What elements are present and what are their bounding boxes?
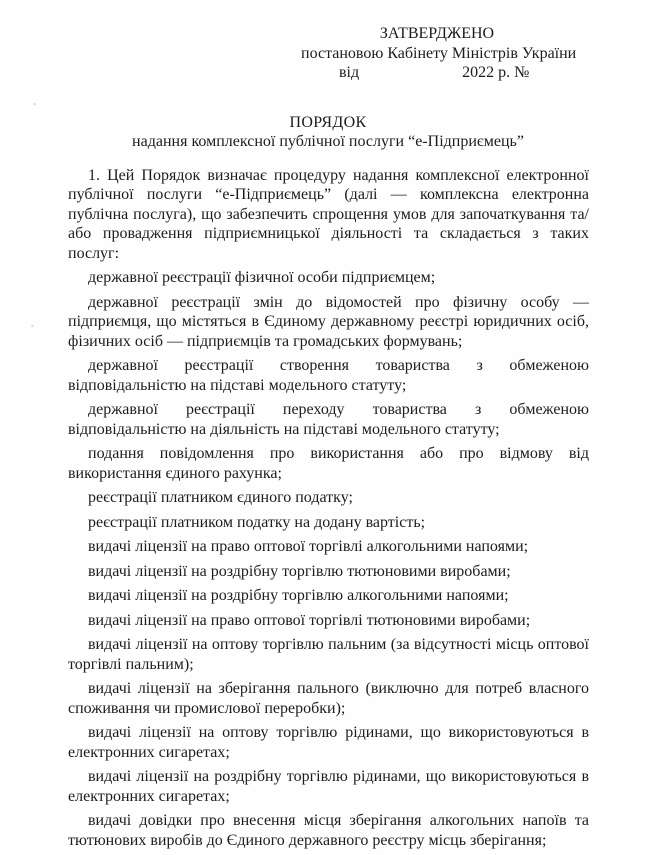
service-item: видачі ліцензії на право оптової торгівлі тютюновими виробами;: [88, 611, 531, 629]
service-item: видачі ліцензії на оптову торгівлю рідинами, що використовуються в електронних сигаретах;: [68, 724, 589, 761]
scan-speck: [31, 325, 34, 327]
approval-date-line: [301, 63, 573, 83]
document-title: ПОРЯДОК: [289, 113, 367, 131]
document-body: [68, 166, 589, 851]
service-item: видачі ліцензії на оптову торгівлю пальним (за відсутності місць оптової торгівлі пальним);: [68, 636, 589, 673]
approval-year-number: 2022 р. №: [462, 64, 530, 81]
service-item: подання повідомлення про використання або про відмову від використання єдиного рахунка;: [68, 445, 589, 482]
document-subtitle: надання комплексної публічної послуги “е-Підприємець”: [132, 133, 524, 150]
approval-authority: постановою Кабінету Міністрів України: [301, 44, 577, 62]
paragraph-intro: 1. Цей Порядок визначає процедуру надання комплексної електронної публічної послуги “е-Підприємець” (далі — комплексна електронна публічна послуга), що забезпечить спрощення умов для започаткування та/або провадження підприємницької діяльності та складається з таких послуг:: [68, 166, 589, 262]
service-item: видачі ліцензії на роздрібну торгівлю тютюновими виробами;: [88, 562, 511, 580]
service-item: державної реєстрації змін до відомостей про фізичну особу — підприємця, що містяться в Єдиному державному реєстрі юридичних осіб, фізичних осіб — підприємців та громадських формувань;: [68, 293, 589, 350]
service-item: державної реєстрації створення товариства з обмеженою відповідальністю на підставі модельного статуту;: [68, 357, 589, 394]
service-item: державної реєстрації переходу товариства з обмеженою відповідальністю на діяльність на підставі модельного статуту;: [68, 401, 589, 438]
approval-block: [301, 24, 577, 83]
service-item: видачі ліцензії на роздрібну торгівлю рідинами, що використовуються в електронних сигаретах;: [68, 768, 589, 805]
service-item: видачі ліцензії на зберігання пального (виключно для потреб власного споживання чи промислової переробки);: [68, 680, 589, 717]
approval-stamp-label: ЗАТВЕРДЖЕНО: [379, 25, 495, 42]
scan-speck: [33, 103, 36, 105]
service-item: видачі довідки про внесення місця зберігання алкогольних напоїв та тютюнових виробів до Єдиного державного реєстру місць зберігання;: [68, 812, 589, 849]
title-block: [0, 113, 656, 152]
service-item: видачі ліцензії на роздрібну торгівлю алкогольними напоями;: [88, 587, 509, 604]
approval-date-from: від: [339, 64, 360, 81]
service-item: видачі ліцензії на право оптової торгівлі алкогольними напоями;: [88, 538, 529, 555]
service-item: реєстрації платником податку на додану вартість;: [88, 513, 426, 531]
service-item: державної реєстрації фізичної особи підприємцем;: [88, 269, 436, 286]
service-item: реєстрації платником єдиного податку;: [88, 489, 353, 506]
